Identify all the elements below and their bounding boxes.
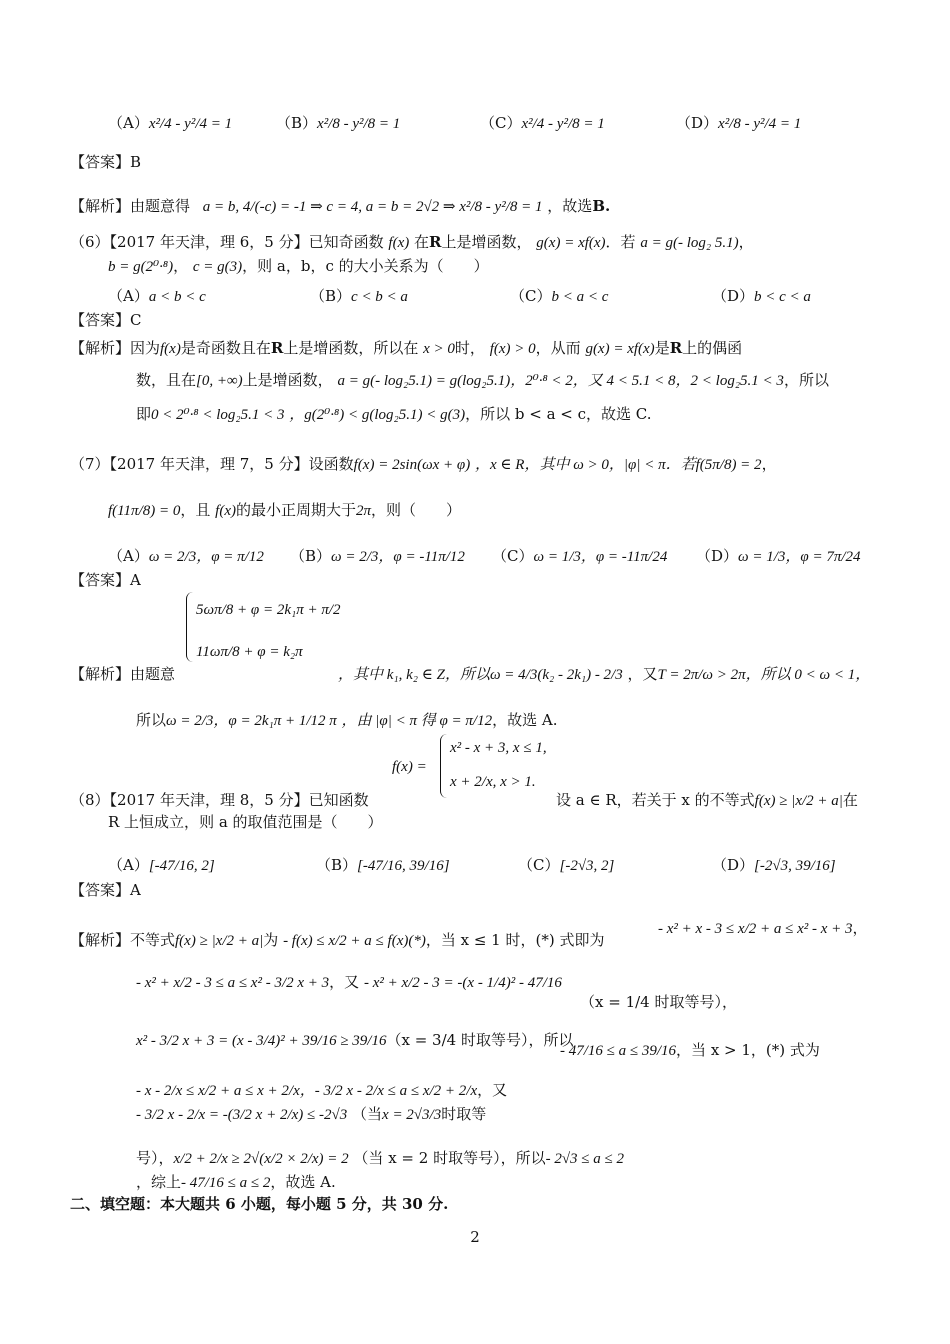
- q8-analysis-line4: - x - 2/x ≤ x/2 + a ≤ x + 2/x，- 3/2 x - 2/x ≤ a ≤ x/2 + 2/x，又: [136, 1081, 508, 1099]
- q6-option-d: （D）b < c < a: [712, 287, 811, 305]
- q5-option-d: （D）x²/8 - y²/4 = 1: [676, 114, 802, 132]
- q6-option-a: （A）a < b < c: [108, 287, 206, 305]
- q8-stem-line2: R 上恒成立，则 a 的取值范围是（ ）: [108, 813, 383, 831]
- q6-stem-line1: （6）【2017 年天津，理 6，5 分】已知奇函数 f(x) 在R上是增函数， g(x) = xf(x)．若 a = g(- log₂ 5.1)，: [70, 233, 754, 251]
- q7-answer: 【答案】A: [70, 571, 141, 589]
- q8-piece1: x² - x + 3, x ≤ 1,: [450, 740, 547, 756]
- q7-analysis-line1: ，其中 k₁, k₂ ∈ Z，所以ω = 4/3(k₂ - 2k₁) - 2/3 ，又T = 2π/ω > 2π，所以 0 < ω < 1，: [338, 665, 871, 683]
- q6-analysis-line3: 即0 < 2⁰·⁸ < log₂5.1 < 3 ，g(2⁰·⁸) < g(log₂5.1) < g(3)，所以 b < a < c，故选 C.: [136, 405, 652, 423]
- q8-analysis-line4b: - 3/2 x - 2/x = -(3/2 x + 2/x) ≤ -2√3 （当x = 2√3/3时取等: [136, 1105, 487, 1123]
- q8-analysis-line3: x² - 3/2 x + 3 = (x - 3/4)² + 39/16 ≥ 39/16（x = 3/4 时取等号），所以: [136, 1031, 574, 1049]
- q8-fx-label: f(x) =: [392, 759, 427, 775]
- q7-option-a: （A）ω = 2/3，φ = π/12: [108, 547, 264, 565]
- q5-option-a: （A）x²/4 - y²/4 = 1: [108, 114, 233, 132]
- q5-option-b: （B）x²/8 - y²/8 = 1: [276, 114, 401, 132]
- q7-stem-line1: （7）【2017 年天津，理 7，5 分】设函数f(x) = 2sin(ωx + φ) ，x ∈ R，其中 ω > 0，|φ| < π．若f(5π/8) = 2，: [70, 455, 777, 473]
- q8-option-c: （C）[-2√3, 2]: [518, 856, 615, 874]
- q6-analysis-line1: 【解析】因为f(x)是奇函数且在R上是增函数，所以在 x > 0时， f(x) > 0，从而 g(x) = xf(x)是R上的偶函: [70, 339, 743, 357]
- q7-system-eq2: 11ωπ/8 + φ = k₂π: [196, 644, 303, 660]
- q8-option-d: （D）[-2√3, 39/16]: [712, 856, 836, 874]
- q6-option-b: （B）c < b < a: [310, 287, 408, 305]
- q6-answer: 【答案】C: [70, 311, 142, 329]
- q8-analysis-line5: 号），x/2 + 2/x ≥ 2√(x/2 × 2/x) = 2 （当 x = 2 时取等号），所以- 2√3 ≤ a ≤ 2: [136, 1149, 625, 1167]
- q8-analysis-line5b: ，综上- 47/16 ≤ a ≤ 2，故选 A.: [136, 1173, 336, 1191]
- q8-piece2: x + 2/x, x > 1.: [450, 774, 536, 790]
- q8-analysis-line3-range: - 47/16 ≤ a ≤ 39/16，当 x > 1，(*) 式为: [560, 1041, 820, 1059]
- q7-system-brace: [186, 592, 193, 662]
- q7-stem-line2: f(11π/8) = 0，且 f(x)的最小正周期大于2π，则（ ）: [108, 501, 462, 519]
- q5-analysis: 【解析】由题意得 a = b, 4/(-c) = -1 ⇒ c = 4, a = b = 2√2 ⇒ x²/8 - y²/8 = 1 ，故选B.: [70, 197, 611, 215]
- q8-analysis-line1-ineq: - x² + x - 3 ≤ x/2 + a ≤ x² - x + 3，: [658, 919, 868, 937]
- q5-option-c: （C）x²/4 - y²/8 = 1: [480, 114, 605, 132]
- q7-system-eq1: 5ωπ/8 + φ = 2k₁π + π/2: [196, 602, 341, 618]
- q7-analysis-label: 【解析】由题意: [70, 665, 176, 683]
- q7-option-c: （C）ω = 1/3，φ = -11π/24: [492, 547, 668, 565]
- section-heading-fill-in: 二、填空题：本大题共 6 小题，每小题 5 分，共 30 分.: [70, 1195, 449, 1213]
- q7-analysis-line2: 所以ω = 2/3，φ = 2k₁π + 1/12 π ，由 |φ| < π 得 φ = π/12，故选 A.: [136, 711, 558, 729]
- q7-option-d: （D）ω = 1/3，φ = 7π/24: [696, 547, 861, 565]
- q5-answer: 【答案】B: [70, 153, 142, 171]
- q8-analysis-line2: - x² + x/2 - 3 ≤ a ≤ x² - 3/2 x + 3，又 - x² + x/2 - 3 = -(x - 1/4)² - 47/16: [136, 973, 562, 991]
- q8-analysis-line1: 【解析】不等式f(x) ≥ |x/2 + a|为 - f(x) ≤ x/2 + a ≤ f(x)(*)，当 x ≤ 1 时，(*) 式即为: [70, 931, 605, 949]
- q8-analysis-line2-note: （x = 1/4 时取等号），: [580, 993, 737, 1011]
- q8-option-b: （B）[-47/16, 39/16]: [316, 856, 450, 874]
- q8-stem-line1: （8）【2017 年天津，理 8，5 分】已知函数: [70, 791, 369, 809]
- page-number: 2: [470, 1228, 480, 1246]
- q8-piecewise-brace: [440, 734, 447, 798]
- q8-stem-line1b: 设 a ∈ R，若关于 x 的不等式f(x) ≥ |x/2 + a|在: [556, 791, 858, 809]
- q6-stem-line2: b = g(2⁰·⁸)， c = g(3)，则 a，b，c 的大小关系为（ ）: [108, 257, 489, 275]
- q6-option-c: （C）b < a < c: [510, 287, 609, 305]
- q8-option-a: （A）[-47/16, 2]: [108, 856, 215, 874]
- q7-option-b: （B）ω = 2/3，φ = -11π/12: [290, 547, 465, 565]
- q8-answer: 【答案】A: [70, 881, 141, 899]
- q6-analysis-line2: 数，且在[0, +∞)上是增函数， a = g(- log₂5.1) = g(log₂5.1)，2⁰·⁸ < 2，又 4 < 5.1 < 8，2 < log₂5.1 < 3，所以: [136, 371, 829, 389]
